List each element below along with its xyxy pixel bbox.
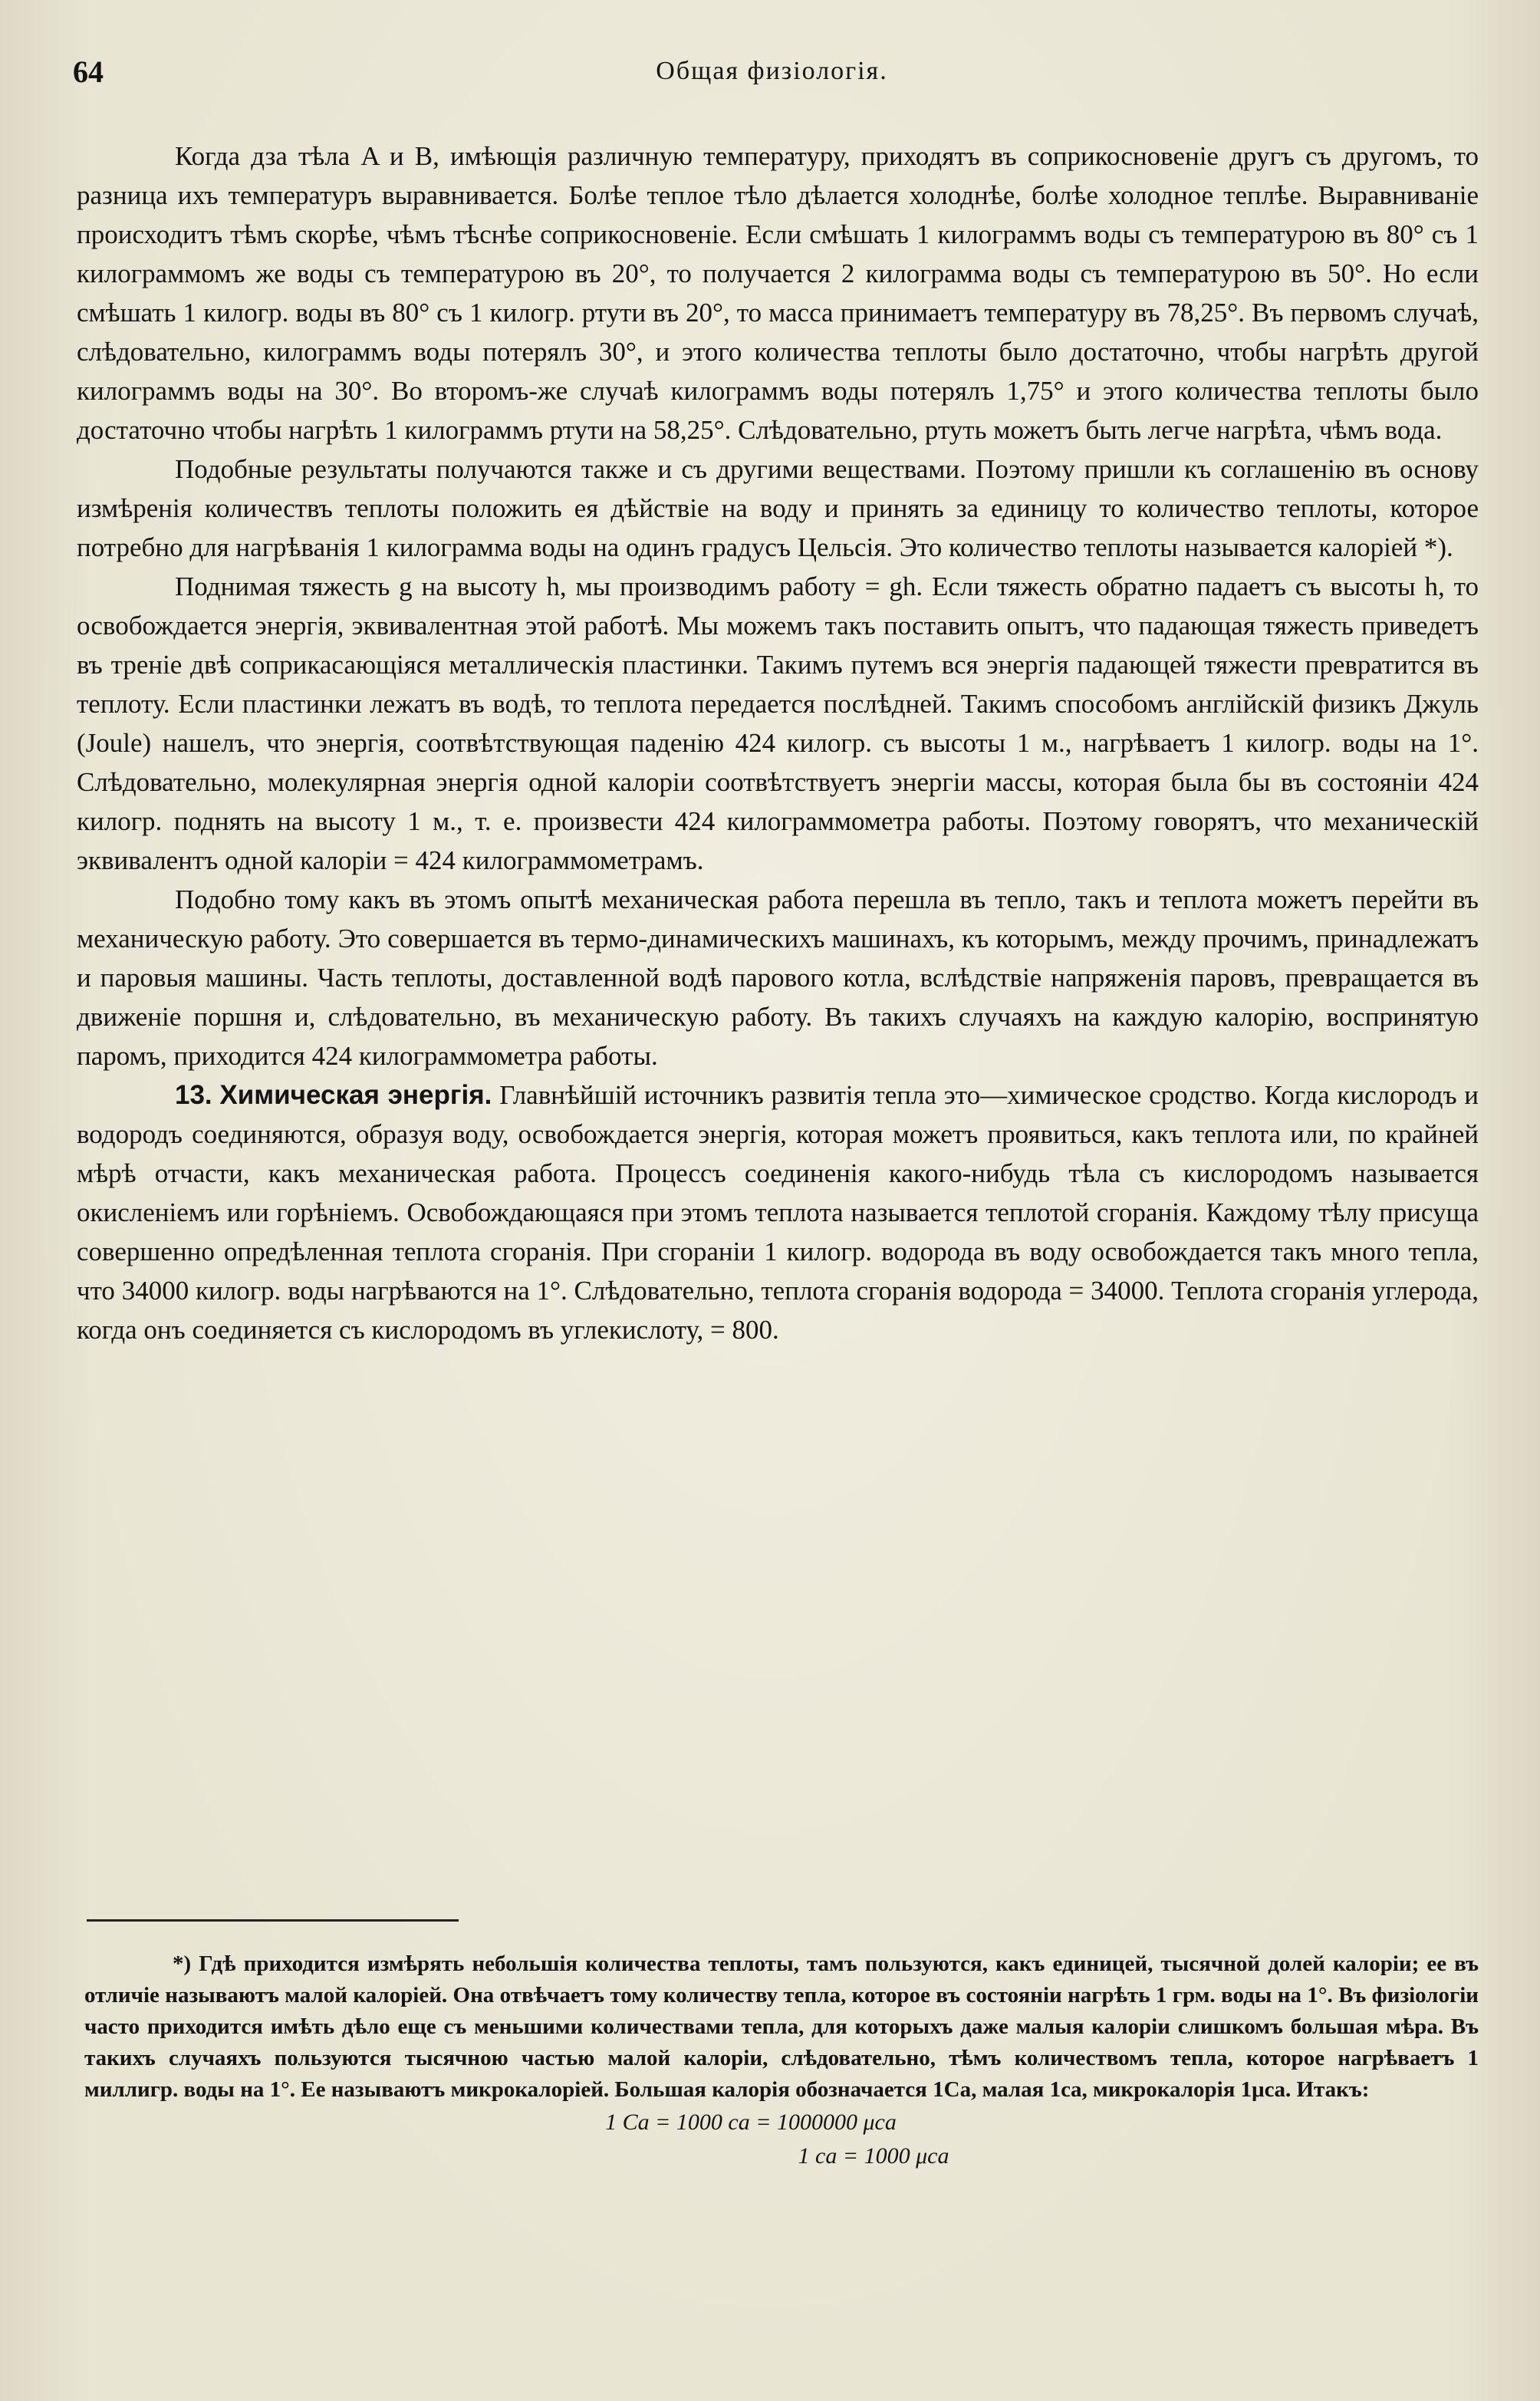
formula-line: 1 Ca = 1000 ca = 1000000 μca: [605, 2110, 897, 2135]
paragraph: Поднимая тяжесть g на высоту h, мы производимъ работу = gh. Если тяжесть обратно падаетъ съ высоты h, то освобождается энергія, эквивалентная этой работѣ. Мы можемъ такъ поставить опытъ, что падающая тяжесть приведетъ въ треніе двѣ соприкасающіяся металлическія пластинки. Такимъ путемъ вся энергія падающей тяжести превратится въ теплоту. Если пластинки лежатъ въ водѣ, то теплота передается послѣдней. Такимъ способомъ англійскій физикъ Джуль (Joule) нашелъ, что энергія, соотвѣтствующая паденію 424 килогр. съ высоты 1 м., нагрѣваетъ 1 килогр. воды на 1°. Слѣдовательно, молекулярная энергія одной калоріи соотвѣтствуетъ энергіи массы, которая была бы въ состояніи 424 килогр. поднять на высоту 1 м., т. е. произвести 424 килограммометра работы. Поэтому говорятъ, что механическій эквивалентъ одной калоріи = 424 килограммометрамъ.: [77, 571, 1479, 875]
paragraph: Подобно тому какъ въ этомъ опытѣ механическая работа перешла въ тепло, такъ и теплота можетъ перейти въ механическую работу. Это совершается въ термо-динамическихъ машинахъ, къ которымъ, между прочимъ, принадлежатъ и паровыя машины. Часть теплоты, доставленной водѣ парового котла, вслѣдствіе напряженія паровъ, превращается въ движеніе поршня и, слѣдовательно, въ механическую работу. Въ такихъ случаяхъ на каждую калорію, воспринятую паромъ, приходится 424 килограммометра работы.: [77, 884, 1479, 1071]
paragraph: Когда дза тѣла A и B, имѣющія различную температуру, приходятъ въ соприкосновеніе другъ съ другомъ, то разница ихъ температуръ выравнивается. Болѣе теплое тѣло дѣлается холоднѣе, болѣе холодное теплѣе. Выравниваніе происходитъ тѣмъ скорѣе, чѣмъ тѣснѣе соприкосновеніе. Если смѣшать 1 килограммъ воды съ температурою въ 80° съ 1 килограммомъ же воды съ температурою въ 20°, то получается 2 килограмма воды съ температурою въ 50°. Но если смѣшать 1 килогр. воды въ 80° съ 1 килогр. ртути въ 20°, то масса принимаетъ температуру въ 78,25°. Въ первомъ случаѣ, слѣдовательно, килограммъ воды потерялъ 30°, и этого количества теплоты было достаточно, чтобы нагрѣть другой килограммъ воды на 30°. Во второмъ-же случаѣ килограммъ воды потерялъ 1,75° и этого количества теплоты было достаточно чтобы нагрѣть 1 килограммъ ртути на 58,25°. Слѣдовательно, ртуть можетъ быть легче нагрѣта, чѣмъ вода.: [77, 141, 1479, 445]
formula-line: 1 ca = 1000 μca: [798, 2143, 949, 2169]
section-text: Главнѣйшій источникъ развитія тепла это—химическое сродство. Когда кислородъ и водородъ соединяются, образуя воду, освобождается энергія, которая можетъ проявиться, какъ теплота или, по крайней мѣрѣ отчасти, какъ механическая работа. Процессъ соединенія какого-нибудь тѣла съ кислородомъ называется окисленіемъ или горѣніемъ. Освобождающаяся при этомъ теплота называется теплотой сгоранія. Каждому тѣлу присуща совершенно опредѣленная теплота сгоранія. При сгораніи 1 килогр. водорода въ воду освобождается такъ много тепла, что 34000 килогр. воды нагрѣваются на 1°. Слѣдовательно, теплота сгоранія водорода = 34000. Теплота сгоранія углерода, когда онъ соединяется съ кислородомъ въ углекислоту, = 800.: [77, 1080, 1479, 1345]
footnote-divider: [87, 1919, 459, 1922]
section-number: 13.: [175, 1080, 212, 1110]
paragraph: Подобные результаты получаются также и съ другими веществами. Поэтому пришли къ соглашенію въ основу измѣренія количествъ теплоты положить ея дѣйствіе на воду и принять за единицу то количество теплоты, которое потребно для нагрѣванія 1 килограмма воды на одинъ градусъ Цельсія. Это количество теплоты называется калоріей *).: [77, 454, 1479, 562]
running-title: Общая физіологія.: [656, 57, 888, 85]
section-title: Химическая энергія.: [219, 1080, 492, 1110]
page-header: [73, 54, 1471, 100]
footnote: [84, 1948, 1479, 2173]
main-text: [77, 137, 1479, 1349]
page-number: 64: [73, 54, 104, 89]
footnote-text: *) Гдѣ приходится измѣрять небольшія количества теплоты, тамъ пользуются, какъ единицей, тысячной долей калоріи; ее въ отличіе называютъ малой калоріей. Она отвѣчаетъ тому количеству тепла, которое въ состояніи нагрѣть 1 грм. воды на 1°. Въ физіологіи часто приходится имѣть дѣло еще съ меньшими количествами тепла, для которыхъ даже малыя калоріи слишкомъ большая мѣра. Въ такихъ случаяхъ пользуются тысячною частью малой калоріи, слѣдовательно, тѣмъ количествомъ тепла, которое нагрѣваетъ 1 миллигр. воды на 1°. Ее называютъ микрокалоріей. Большая калорія обозначается 1Ca, малая 1ca, микрокалорія 1μca. Итакъ:: [84, 1951, 1479, 2102]
section-paragraph: [77, 1075, 1479, 1349]
